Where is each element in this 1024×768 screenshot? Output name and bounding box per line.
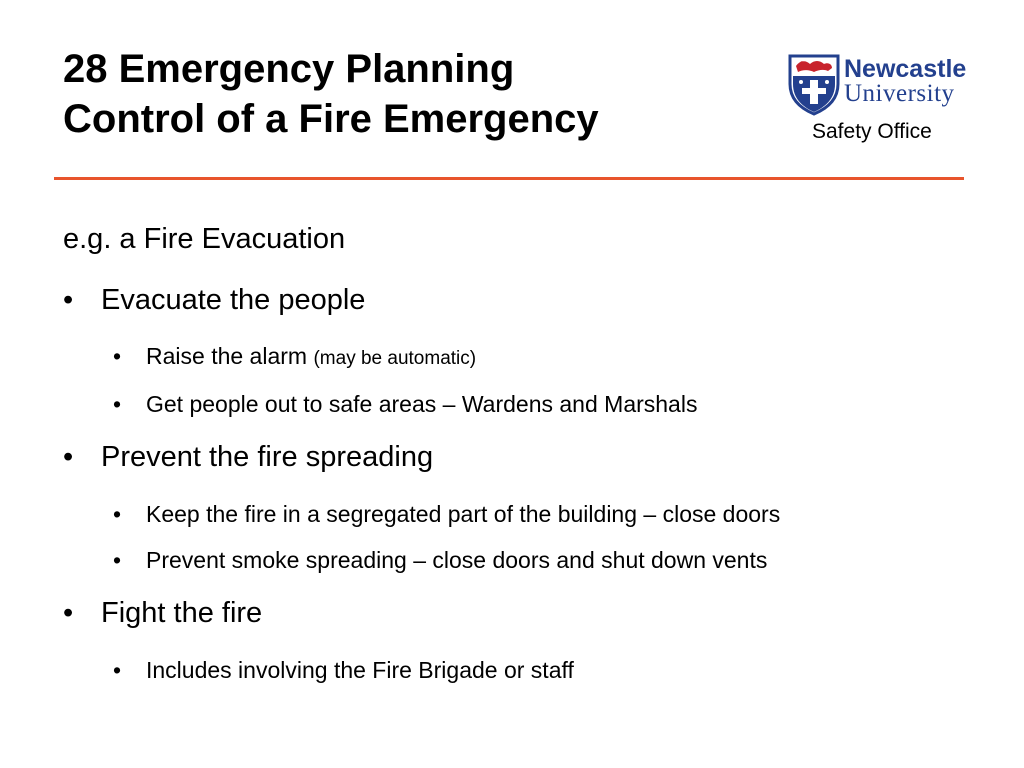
sub-bullet-text: Get people out to safe areas – Wardens and Marshals (146, 391, 698, 417)
sub-bullet-note: (may be automatic) (313, 348, 477, 369)
sub-bullet-text: Includes involving the Fire Brigade or staff (146, 657, 574, 683)
slide-title-line-2: Control of a Fire Emergency (63, 97, 599, 141)
title-divider (54, 177, 964, 180)
intro-text: e.g. a Fire Evacuation (63, 223, 346, 255)
sub-bullet-text: Raise the alarm (146, 343, 308, 369)
bullet-text: Prevent the fire spreading (101, 441, 434, 473)
bullet-icon: • (63, 597, 74, 629)
university-crest-shield-icon (788, 54, 840, 116)
sub-bullet-text-wrap (146, 342, 476, 373)
university-logo (788, 54, 970, 118)
office-label: Safety Office (812, 120, 932, 143)
sub-bullet-icon: • (113, 547, 122, 573)
bullet-text: Fight the fire (101, 597, 263, 629)
slide-title (63, 44, 599, 144)
sub-bullet-icon: • (113, 391, 122, 417)
sub-bullet-text: Keep the fire in a segregated part of the building – close doors (146, 501, 781, 527)
sub-bullet-icon: • (113, 501, 122, 527)
sub-bullet-text: Prevent smoke spreading – close doors and shut down vents (146, 547, 768, 573)
bullet-text: Evacuate the people (101, 284, 366, 316)
slide-title-line-1: 28 Emergency Planning (63, 47, 515, 91)
bullet-icon: • (63, 284, 74, 316)
sub-bullet-icon: • (113, 343, 122, 369)
bullet-icon: • (63, 441, 74, 473)
sub-bullet-icon: • (113, 657, 122, 683)
logo-name: Newcastle (844, 55, 967, 83)
logo-university: University (844, 80, 955, 107)
